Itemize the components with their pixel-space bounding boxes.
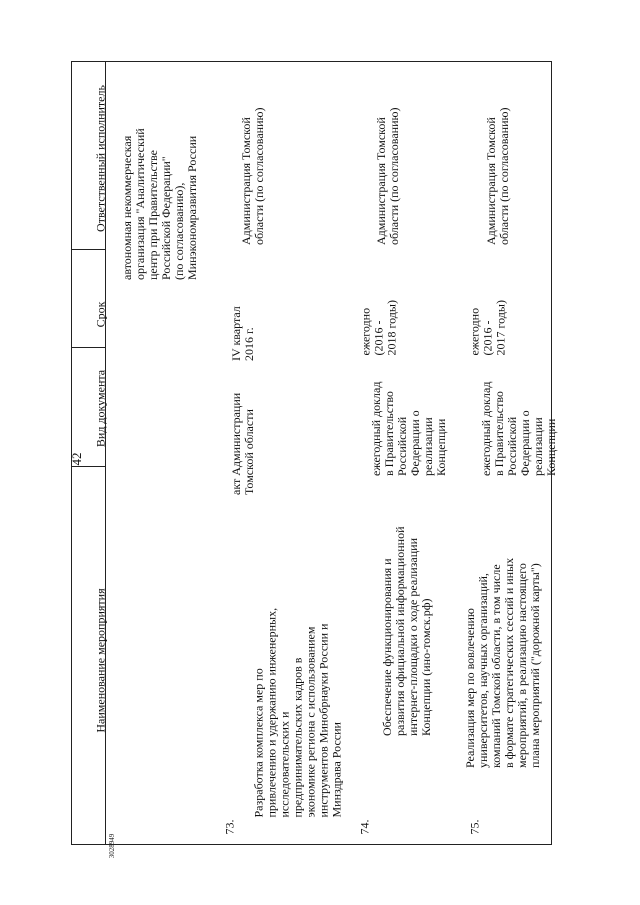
row-responsible: Администрация Томской области (по согласованию) (239, 107, 266, 245)
row-deadline: ежегодно (2016 - 2018 годы) (358, 300, 399, 356)
header-doc-type: Вид документа (93, 369, 108, 448)
row-deadline: ежегодно (2016 - 2017 годы) (467, 300, 508, 356)
row-name: Реализация мер по вовлечению университетов, научных организаций, компаний Томской области, в том числе в формате стратегических сессий и иных мероприятий, в реализацию настоящего плана мероприятий ("дорожной карты") (463, 557, 542, 768)
header-responsible: Ответственный исполнитель (93, 85, 108, 232)
row-name: Разработка комплекса мер по привлечению и удержанию инженерных, исследовательских и предпринимательских кадров в экономике региона с использованием инструментов Минобрнауки России и Минздрава России (251, 607, 344, 818)
row-number: 74. (357, 819, 372, 835)
row-name: Обеспечение функционирования и развития официальной информационной интернет-площадки о ходе реализации Концепции (ино-томск.рф) (380, 526, 433, 736)
page-number: 42 (69, 452, 84, 466)
row-responsible: Администрация Томской области (по согласованию) (484, 107, 511, 245)
row-number: 75. (467, 819, 482, 835)
header-col-divider-1 (72, 466, 105, 467)
row-doc-type: акт Администрации Томской области (229, 392, 256, 495)
header-col-divider-2 (72, 347, 105, 348)
continuation-responsible: автономная некоммерческая организация "Аналитический центр при Правительстве Российской Федерации" (по согласованию), Минэкономразвития России (120, 128, 199, 280)
row-deadline: IV квартал 2016 г. (229, 306, 256, 361)
document-id: 3028949 (108, 833, 116, 859)
row-doc-type: ежегодный доклад в Правительство Российской Федерации о реализации Концепции (369, 381, 448, 476)
row-doc-type: ежегодный доклад в Правительство Российской Федерации о реализации Концепции (479, 381, 558, 476)
header-deadline: Срок (93, 301, 108, 328)
header-name: Наименование мероприятия (93, 588, 108, 733)
header-col-divider-3 (72, 249, 105, 250)
row-number: 73. (222, 819, 237, 835)
row-responsible: Администрация Томской области (по согласованию) (374, 107, 401, 245)
